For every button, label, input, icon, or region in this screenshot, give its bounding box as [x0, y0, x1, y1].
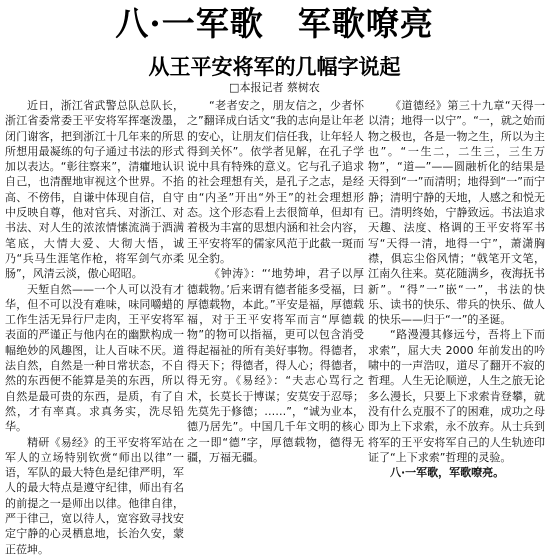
paragraph: 精研《易经》的王平安将军站在军人的立场特别钦赏“师出以律”一语，军队的最大特色是纪律严明，军人的最大特点是遵守纪律，师出有名的前提之一是师出以律。他律自律，严于律己，宽以待人，宽容致寻找安定宁静的心灵栖息地，长治久安，蒙正莅坤。: [5, 435, 184, 556]
article-column-2: [187, 98, 364, 506]
paragraph: “路漫漫其修远兮，吾将上下而求索”，屈大夫 2000 年前发出的吟啸中的一声浩叹，道尽了翻开不寂的哲理。人生无论顺逆，人生之旅无论多么漫长，只要上下求索肯登攀，就没有什么克服不了的困难，成功之母即为上下求索，永不放弃。从士兵到将军的王平安将军自己的人生轨迹印证了“上下求索”哲理的灵验。: [368, 328, 545, 464]
article-column-1: [5, 98, 184, 556]
paragraph: 天堑自然——一个人可以没有才华，但不可以没有难味，味同嚼蜡的工作生活无异行尸走肉，王平安将军表面的严谨正与他内在的幽默构成一幅绝妙的风趣图，让人百味不厌。道法自然，自然是一种日常状态，不自然的东西便不能算是美的东西，所以自然是最可贵的东西，是质，有了自然，才有率真。求真务实，洗尽铅华。: [5, 282, 184, 434]
paragraph: 《钟涛》：“‘地势坤，君子以厚德载物。’后来谓有德者能多受福，曰厚德载物，本此。”平安是福，厚德载福，对于王平安将军而言“厚德载物”的物可以指福，更可以包含消受得起福祉的所有美好事物。得德者，得天下；得德者，得人心；得德者，得无穷。《易经》：“夫志心骂行之术，长莫长于博谋；安莫安于忍辱；先莫先于修德；……”，“诚为业本，德乃居先”。中国几千年文明的核心之一即“德”字，厚德载物，德得无疆，万福无疆。: [187, 267, 364, 464]
paragraph: 《道德经》第三十九章“天得一以清；地得一以宁”。“一，就之始而物之极也，各是一物之生，所以为主也”。“一生二，二生三，三生万物”，“道—”——圆融析化的结果是天得到“一”而清明；地得到“一”而宁静；清明宁静的天地，人感之和悦无已。清明终始，宁静致远。书法追求天趣、法度、格调的王平安将军书写“天得一清，地得一宁”，萧潇胸襟，俱忘尘俗风情；“戟笔开文笔，江南久往来。莫花随满乡，夜海抚书新”。“得”一”嵌“一”，书法的快乐、读书的快乐、带兵的快乐、做人的快乐——归于“一”的圣诞。: [368, 99, 545, 327]
closing-line: 八·一军歌，军歌嘹亮。: [390, 466, 505, 480]
paragraph: 近日，浙江省武警总队总队长，浙江省委常委王平安将军挥毫泼墨，闭门谢客，把到浙江十几年来的所思所想用最凝练的句子通过书法的形式加以表达。“彰往察来”，清癯地认识自己，也清醒地审视这个世界。不掐高、不傍伟，自谦中体现自信，自守中反映自尊，他对官兵、对浙江、对书法、对人生的浓浓情愫流淌于酒满笔底，大情大爱、大彻大悟，诚乃“兵马生涯笔作枪，将军剑气亦柔肠”，风清云淡，傲心昭昭。: [5, 99, 184, 281]
headline: 八·一军歌 军歌嘹亮: [115, 4, 434, 43]
paragraph: “老者安之，朋友信之，少者怀之”翻译成白话文“我的志向是让年老的安心，让朋友们信任我，让年轻人得到关怀”。依学者见解，在孔子学说中具有特殊的意义。它与孔子追求的社会理想有关，是孔子之志，是经由“内圣”开出“外王”的社会理想形态。这个形态看上去很简单，但却有着极为丰富的思想内涵和社会内容，王平安将军的儒家风范于此截一斑而见全豹。: [187, 99, 364, 265]
subheadline: 从王平安将军的几幅字说起: [148, 55, 401, 79]
article-column-3: [368, 98, 545, 506]
byline: □本报记者 蔡树农: [229, 81, 320, 94]
